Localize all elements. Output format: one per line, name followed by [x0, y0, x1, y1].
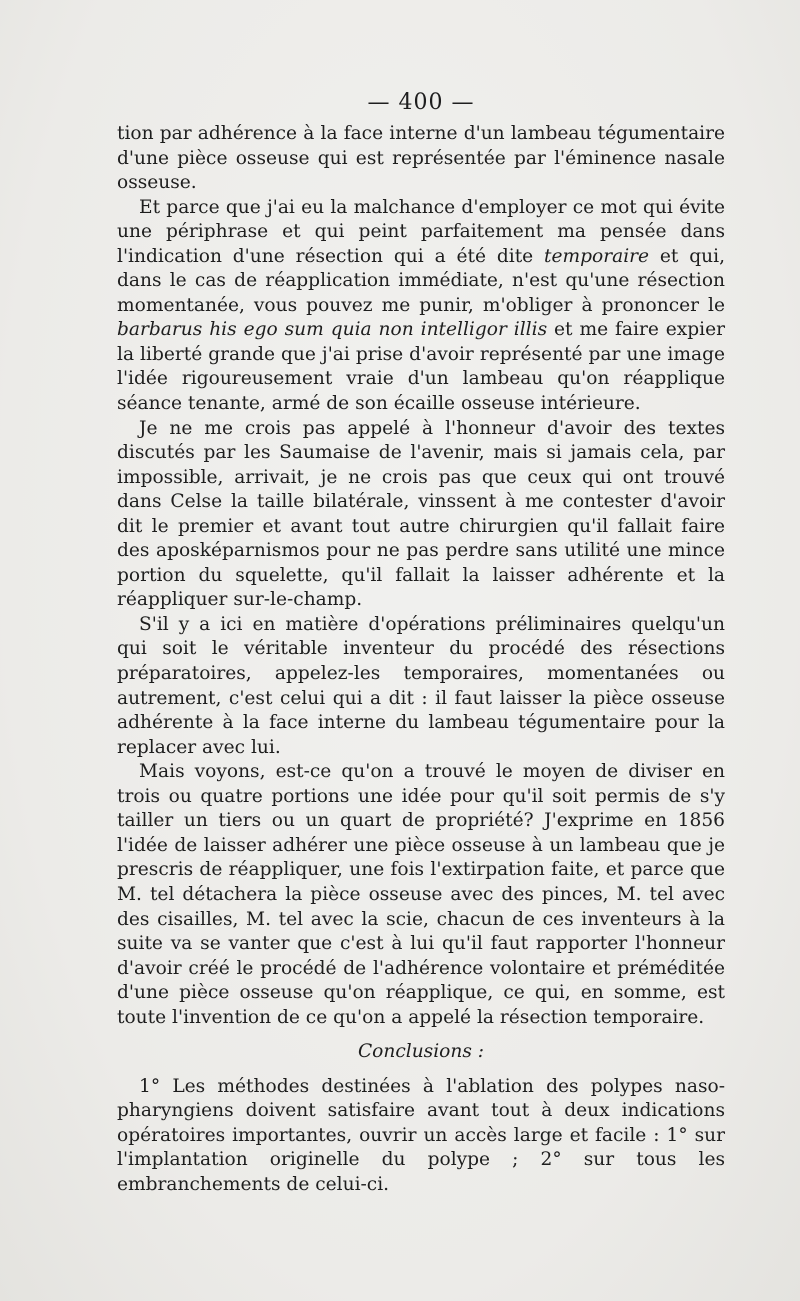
paragraph-continuation — [117, 122, 725, 196]
latin-quotation: barbarus his ego sum quia non intelligor illis — [117, 319, 548, 341]
paragraph-saumaise — [117, 417, 725, 613]
conclusion-paragraph-1: 1° Les méthodes destinées à l'ablation des polypes naso-pharyngiens doivent satisfaire avant tout à deux indications opératoires importantes, ouvrir un accès large et facile : 1° sur l'implantation originelle du polype ; 2° sur tous les embranchements de celui-ci. — [117, 1075, 725, 1195]
page-number: — 400 — — [367, 90, 475, 115]
text-segment: tion par adhérence à la face interne d'un lambeau tégumentaire d'une pièce osseuse qui est représentée par l'éminence nasale osseuse. — [117, 123, 725, 194]
paragraph-temporaire — [117, 196, 725, 417]
text-segment: Et parce que j'ai eu la malchance d'employer ce mot qui évite une périphrase et qui peint parfaitement ma pensée dans l'indication d'une résection qui a été dite — [117, 196, 725, 267]
italic-term-temporaire: temporaire — [544, 245, 650, 267]
text-segment: S'il y a ici en matière d'opérations préliminaires quelqu'un qui soit le véritable inventeur du procédé des résections préparatoires, appelez-les temporaires, momentanées ou autrement, c'est celui qui a dit : il faut laisser la pièce osseuse adhérente à la face interne du lambeau tégumentaire pour la replacer avec lui. — [117, 613, 725, 758]
text-segment: Je ne me crois pas appelé à l'honneur d'avoir des textes discutés par les Saumaise de l'avenir, mais si jamais cela, par impossible, arrivait, je ne crois pas que ceux qui ont trouvé dans Celse la taille bilatérale, vinssent à me contester d'avoir dit le premier et avant tout autre chirurgien qu'il fallait faire des aposképarnismos pour ne pas perdre sans utilité une mince portion du squelette, qu'il fallait la laisser adhérente et la réappliquer sur-le-champ. — [117, 417, 725, 611]
page-body — [117, 122, 725, 1198]
text-segment: Mais voyons, est-ce qu'on a trouvé le moyen de diviser en trois ou quatre portions une idée pour qu'il soit permis de s'y tailler un tiers ou un quart de propriété? J'exprime en 1856 l'idée de laisser adhérer une pièce osseuse à un lambeau que je prescris de réappliquer, une fois l'extirpation faite, et parce que M. tel détachera la pièce osseuse avec des pinces, M. tel avec des cisailles, M. tel avec la scie, chacun de ces inventeurs à la suite va se vanter que c'est à lui qu'il faut rapporter l'honneur d'avoir créé le procédé de l'adhérence volontaire et préméditée d'une pièce osseuse qu'on réapplique, ce qui, en somme, est toute l'invention de ce qu'on a appelé la résection temporaire. — [117, 761, 725, 1028]
section-heading-conclusions: Conclusions : — [357, 1041, 485, 1063]
paragraph-propriete — [117, 760, 725, 1030]
text-segment: et me faire expier la liberté grande que j'ai prise d'avoir représenté par une image l'idée rigoureusement vraie d'un lambeau qu'on réapplique séance tenante, armé de son écaille osseuse intérieure. — [117, 319, 726, 415]
book-page — [117, 88, 725, 1198]
text-segment: et qui, dans le cas de réapplication immédiate, n'est qu'une résection momentanée, vous pouvez me punir, m'obliger à prononcer le — [117, 245, 725, 316]
paragraph-inventeur — [117, 613, 725, 760]
